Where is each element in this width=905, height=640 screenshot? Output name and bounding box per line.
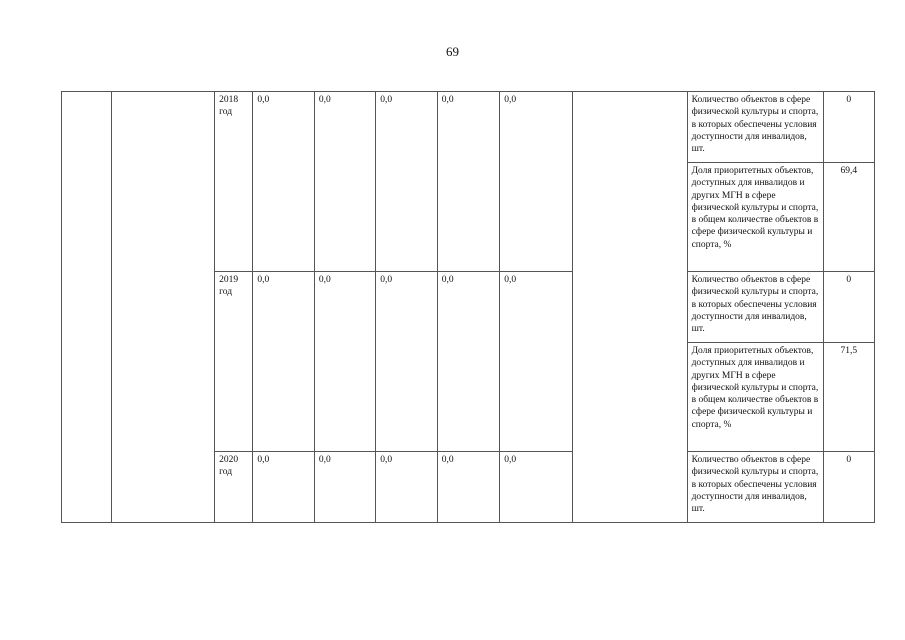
page-number: 69 <box>446 44 459 59</box>
indicator-cell: Количество объектов в сфере физической культуры и спорта, в которых обеспечены условия доступности для инвалидов, шт. <box>687 92 823 163</box>
value-cell: 0,0 <box>500 452 573 523</box>
year-cell: 2018 год <box>215 92 253 272</box>
indicator-cell: Доля приоритетных объектов, доступных для инвалидов и других МГН в сфере физической культуры и спорта, в общем количестве объектов в сфере физической культуры и спорта, % <box>687 163 823 272</box>
indicator-cell: Доля приоритетных объектов, доступных для инвалидов и других МГН в сфере физической культуры и спорта, в общем количестве объектов в сфере физической культуры и спорта, % <box>687 343 823 452</box>
indicator-cell: Количество объектов в сфере физической культуры и спорта, в которых обеспечены условия доступности для инвалидов, шт. <box>687 272 823 343</box>
empty-cell <box>112 92 215 523</box>
indicator-value: 71,5 <box>823 343 874 452</box>
value-cell: 0,0 <box>314 452 375 523</box>
indicator-value: 69,4 <box>823 163 874 272</box>
value-cell: 0,0 <box>314 92 375 272</box>
empty-cell <box>62 92 112 523</box>
value-cell: 0,0 <box>253 452 314 523</box>
value-cell: 0,0 <box>437 272 499 452</box>
value-cell: 0,0 <box>376 272 437 452</box>
program-table <box>61 91 875 523</box>
year-cell: 2020 год <box>215 452 253 523</box>
value-cell: 0,0 <box>314 272 375 452</box>
value-cell: 0,0 <box>437 92 499 272</box>
value-cell: 0,0 <box>253 272 314 452</box>
value-cell: 0,0 <box>500 272 573 452</box>
value-cell: 0,0 <box>376 452 437 523</box>
value-cell: 0,0 <box>253 92 314 272</box>
value-cell: 0,0 <box>437 452 499 523</box>
year-cell: 2019 год <box>215 272 253 452</box>
indicator-cell: Количество объектов в сфере физической культуры и спорта, в которых обеспечены условия доступности для инвалидов, шт. <box>687 452 823 523</box>
indicator-value: 0 <box>823 452 874 523</box>
table-row <box>62 92 875 163</box>
empty-cell <box>572 92 687 523</box>
value-cell: 0,0 <box>500 92 573 272</box>
indicator-value: 0 <box>823 272 874 343</box>
indicator-value: 0 <box>823 92 874 163</box>
value-cell: 0,0 <box>376 92 437 272</box>
